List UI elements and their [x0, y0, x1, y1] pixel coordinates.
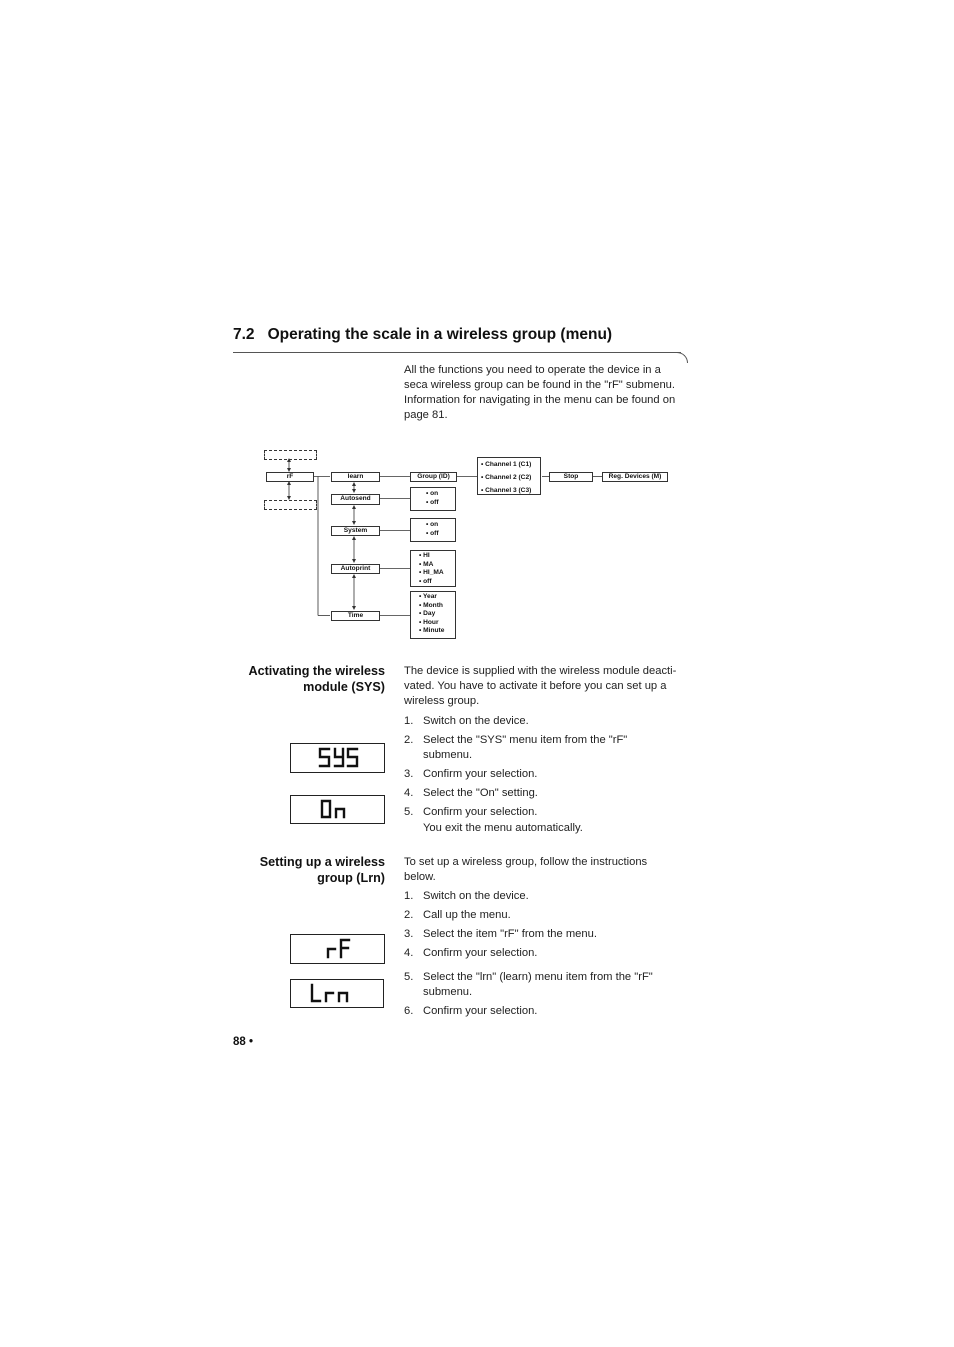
sys-intro-line: The device is supplied with the wireless module deacti-	[404, 665, 677, 677]
menu-box-system: System	[331, 526, 380, 536]
menu-box-learn: learn	[331, 472, 380, 482]
lcd-digits-on	[291, 796, 384, 823]
options-system	[410, 518, 456, 542]
step-text: Confirm your selection.	[423, 947, 538, 959]
option-item: • Minute	[419, 627, 445, 635]
lcd-display-sys	[290, 743, 385, 773]
step-text: Confirm your selection.	[423, 806, 538, 818]
sys-steps	[404, 714, 704, 836]
step-text: Switch on the device.	[423, 890, 529, 902]
sys-intro-line: vated. You have to activate it before you can set up a	[404, 680, 667, 692]
step-number: 3.	[404, 928, 414, 940]
step-item	[404, 805, 704, 836]
options-time	[410, 591, 456, 639]
step-item	[404, 1004, 704, 1019]
option-item: • HI	[419, 552, 430, 559]
sys-heading-line: module (SYS)	[303, 680, 385, 694]
lcd-digits-sys	[291, 744, 384, 772]
channel-option: • Channel 3 (C3)	[481, 487, 532, 494]
step-number: 4.	[404, 787, 414, 799]
dashed-menu-item-below	[264, 500, 317, 510]
lrn-steps	[404, 889, 704, 1019]
step-text: You exit the menu automatically.	[423, 822, 583, 834]
lcd-digits-lrn	[291, 980, 383, 1007]
step-text: Switch on the device.	[423, 715, 529, 727]
option-item: • HI_MA	[419, 569, 444, 577]
menu-box-stop: Stop	[549, 472, 593, 482]
step-text: Confirm your selection.	[423, 768, 538, 780]
menu-box-reg-devices: Reg. Devices (M)	[602, 472, 668, 482]
step-item	[404, 767, 704, 782]
lcd-digits-rf	[291, 935, 384, 963]
step-number: 3.	[404, 768, 414, 780]
option-item: • on	[426, 490, 439, 497]
options-autoprint	[410, 550, 456, 587]
step-item	[404, 927, 704, 942]
step-number: 5.	[404, 806, 414, 818]
option-item: • Month	[419, 601, 443, 609]
step-text: Confirm your selection.	[423, 1005, 538, 1017]
channel-option: • Channel 1 (C1)	[481, 461, 532, 468]
step-item	[404, 786, 704, 801]
sys-side-heading	[200, 663, 385, 695]
step-number: 1.	[404, 715, 414, 727]
option-item: • off	[426, 529, 439, 537]
step-number: 5.	[404, 971, 414, 983]
intro-line: page 81.	[404, 409, 448, 421]
intro-line: seca wireless group can be found in the "rF" submenu.	[404, 379, 675, 391]
option-item: • Year	[419, 593, 437, 600]
lcd-display-on	[290, 795, 385, 824]
intro-line: All the functions you need to operate the device in a	[404, 364, 661, 376]
step-number: 2.	[404, 909, 414, 921]
dashed-menu-item-above	[264, 450, 317, 460]
option-item: • Hour	[419, 618, 439, 626]
option-item: • off	[426, 498, 439, 506]
step-number: 1.	[404, 890, 414, 902]
step-text: Select the item "rF" from the menu.	[423, 928, 597, 940]
menu-box-time: Time	[331, 611, 380, 621]
intro-line: Information for navigating in the menu can be found on	[404, 394, 676, 406]
step-item	[404, 970, 704, 1000]
lcd-display-lrn	[290, 979, 384, 1008]
step-text: Select the "lrn" (learn) menu item from the "rF"	[423, 971, 653, 983]
lcd-display-rf	[290, 934, 385, 964]
lrn-intro-line: below.	[404, 871, 436, 883]
step-text: Select the "SYS" menu item from the "rF"	[423, 734, 628, 746]
menu-box-rf: rF	[266, 472, 314, 482]
menu-box-channels	[477, 457, 541, 495]
page-number: 88 •	[233, 1036, 254, 1048]
sys-heading-line: Activating the wireless	[248, 664, 385, 678]
lrn-intro	[404, 855, 704, 885]
step-item	[404, 733, 704, 763]
option-item: • MA	[419, 560, 434, 568]
menu-box-group: Group (ID)	[410, 472, 457, 482]
step-number: 6.	[404, 1005, 414, 1017]
lrn-side-heading	[200, 854, 385, 886]
step-number: 4.	[404, 947, 414, 959]
section-title: Operating the scale in a wireless group (menu)	[267, 326, 613, 343]
step-item	[404, 908, 704, 923]
step-text: Call up the menu.	[423, 909, 511, 921]
lrn-intro-line: To set up a wireless group, follow the instructions	[404, 856, 648, 868]
step-text: Select the "On" setting.	[423, 787, 538, 799]
option-item: • Day	[419, 610, 436, 618]
options-autosend	[410, 487, 456, 511]
section-number: 7.2	[233, 326, 255, 343]
sys-intro	[404, 664, 704, 709]
channel-option: • Channel 2 (C2)	[481, 474, 532, 481]
menu-box-autosend: Autosend	[331, 494, 380, 505]
option-item: • on	[426, 521, 439, 528]
step-item	[404, 889, 704, 904]
lrn-heading-line: group (Lrn)	[317, 871, 385, 885]
sys-intro-line: wireless group.	[404, 695, 480, 707]
step-text: submenu.	[423, 986, 473, 998]
step-item	[404, 714, 704, 729]
lrn-heading-line: Setting up a wireless	[259, 855, 385, 869]
option-item: • off	[419, 577, 432, 585]
step-text: submenu.	[423, 749, 473, 761]
menu-box-autoprint: Autoprint	[331, 564, 380, 574]
step-number: 2.	[404, 734, 414, 746]
step-item	[404, 946, 704, 961]
